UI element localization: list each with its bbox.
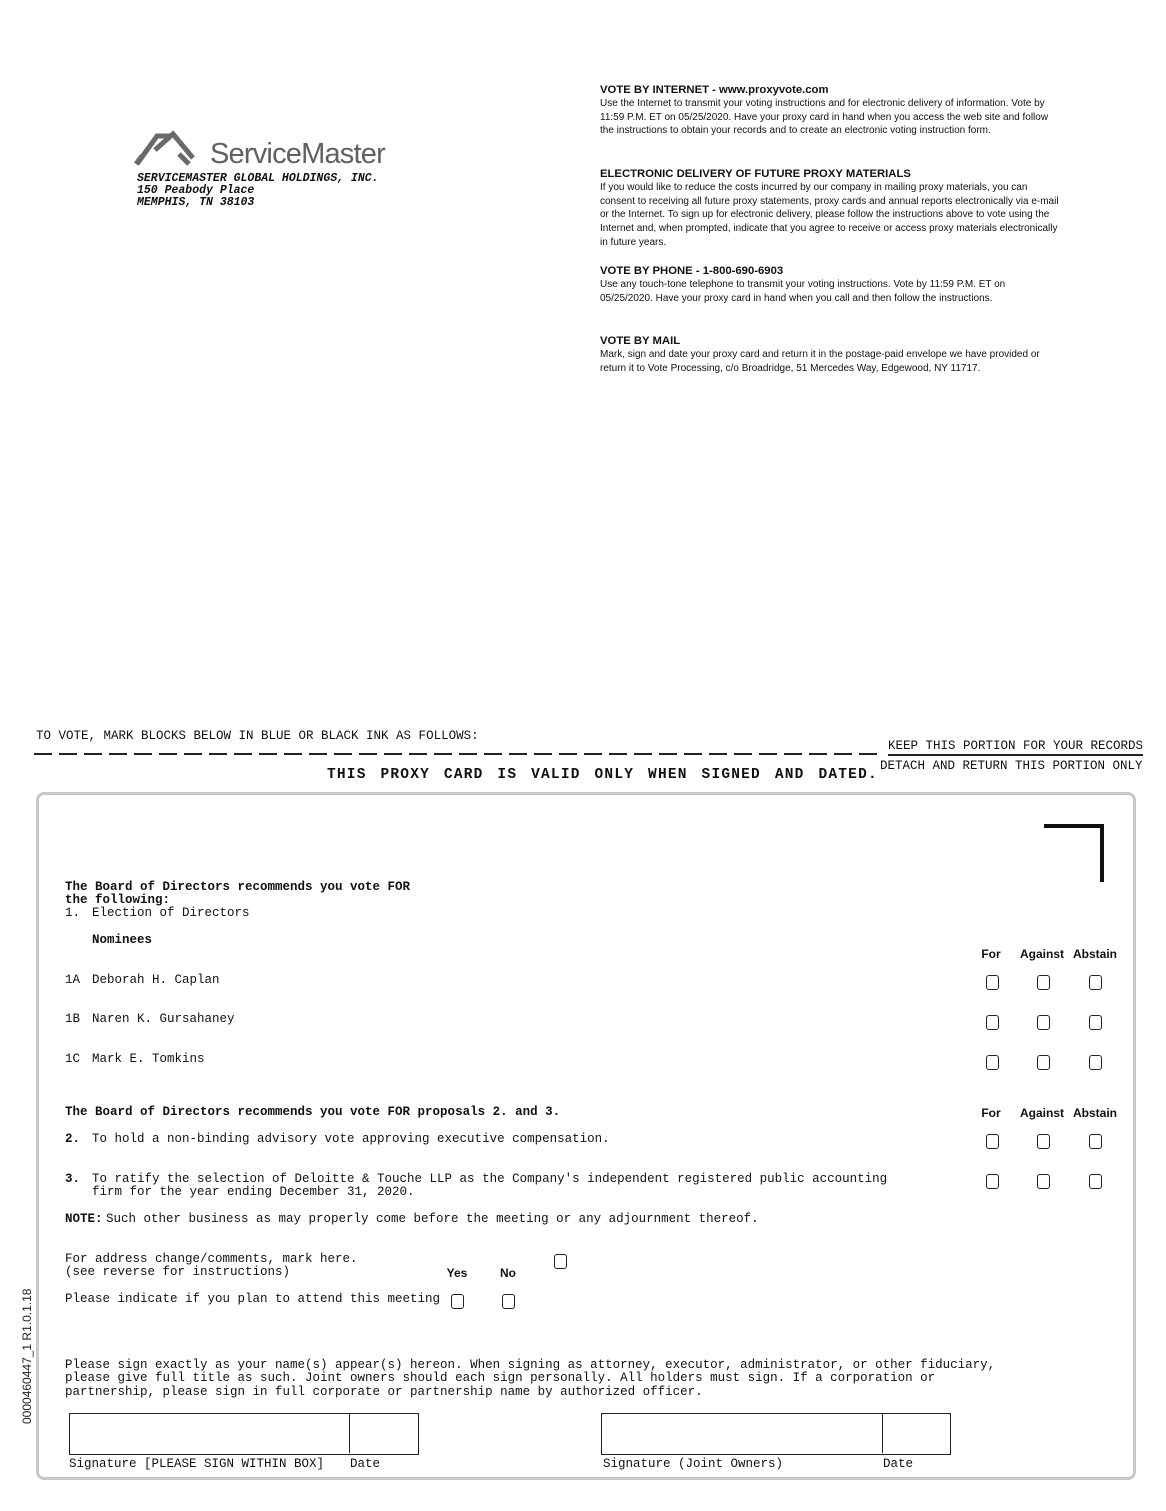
proposal-2-abstain-checkbox[interactable] xyxy=(1089,1134,1102,1149)
board-recommendation-2: The Board of Directors recommends you vote FOR proposals 2. and 3. xyxy=(65,1105,561,1119)
signature-date-label: Date xyxy=(350,1457,381,1471)
vote-by-internet-body: Use the Internet to transmit your voting instructions and for electronic delivery of information. Vote by 11:59 P.M. ET on 05/25/2020. Have your proxy card in hand when you access the web site and follow the instructions to obtain your records and to create an electronic voting instruction form. xyxy=(600,98,1049,137)
proposal-2-against-checkbox[interactable] xyxy=(1037,1134,1050,1149)
board-recommendation-1-cont: the following: xyxy=(65,893,171,907)
side-form-code: 0000460447_1 R1.0.1.18 xyxy=(20,1288,34,1424)
proposal-2-number: 2. xyxy=(65,1132,81,1146)
nominee-1c-id: 1C xyxy=(65,1052,81,1066)
col-abstain-2: Abstain xyxy=(1072,1106,1117,1120)
vote-by-phone-body: Use any touch-tone telephone to transmit your voting instructions. Vote by 11:59 P.M. ET on 05/25/2020. Have your proxy card in hand when you call and then follow the instructions. xyxy=(600,279,1006,304)
nominee-1b-name: Naren K. Gursahaney xyxy=(92,1012,235,1026)
nominee-1b-id: 1B xyxy=(65,1012,81,1026)
vote-by-mail xyxy=(600,334,1060,375)
proposal-3-against-checkbox[interactable] xyxy=(1037,1174,1050,1189)
attend-no-label: No xyxy=(500,1266,516,1280)
company-street: 150 Peabody Place xyxy=(137,184,255,197)
joint-signature-date-label: Date xyxy=(883,1457,914,1471)
nominee-1a-abstain-checkbox[interactable] xyxy=(1089,975,1102,990)
company-address xyxy=(137,173,379,209)
proposal-2-for-checkbox[interactable] xyxy=(986,1134,999,1149)
proposal-3-abstain-checkbox[interactable] xyxy=(1089,1174,1102,1189)
note-text: Such other business as may properly come before the meeting or any adjournment thereof. xyxy=(106,1212,759,1226)
joint-signature-date-divider xyxy=(882,1413,883,1453)
address-change-checkbox[interactable] xyxy=(554,1254,567,1269)
valid-notice: THIS PROXY CARD IS VALID ONLY WHEN SIGNED AND DATED. xyxy=(327,767,878,783)
nominee-1a-name: Deborah H. Caplan xyxy=(92,973,220,987)
col-against: Against xyxy=(1019,947,1064,961)
col-for-2: For xyxy=(981,1106,1001,1120)
nominee-1b-abstain-checkbox[interactable] xyxy=(1089,1015,1102,1030)
nominee-1a-for-checkbox[interactable] xyxy=(986,975,999,990)
vote-by-mail-title: VOTE BY MAIL xyxy=(600,335,681,347)
mark-instruction: TO VOTE, MARK BLOCKS BELOW IN BLUE OR BLACK INK AS FOLLOWS: xyxy=(36,729,479,743)
attend-meeting-label: Please indicate if you plan to attend this meeting xyxy=(65,1292,441,1306)
nominee-1a-id: 1A xyxy=(65,973,81,987)
joint-signature-box[interactable] xyxy=(601,1413,951,1455)
attend-yes-checkbox[interactable] xyxy=(451,1294,464,1309)
company-city: MEMPHIS, TN 38103 xyxy=(137,196,255,209)
detach-portion-label: DETACH AND RETURN THIS PORTION ONLY xyxy=(880,759,1143,773)
joint-signature-label: Signature (Joint Owners) xyxy=(603,1457,784,1471)
signature-label: Signature [PLEASE SIGN WITHIN BOX] xyxy=(69,1457,325,1471)
nominee-1b-for-checkbox[interactable] xyxy=(986,1015,999,1030)
signature-box[interactable] xyxy=(69,1413,419,1455)
nominee-1c-name: Mark E. Tomkins xyxy=(92,1052,205,1066)
note-label: NOTE: xyxy=(65,1212,103,1226)
nominee-1c-abstain-checkbox[interactable] xyxy=(1089,1055,1102,1070)
electronic-delivery-body: If you would like to reduce the costs incurred by our company in mailing proxy materials, you can consent to receiving all future proxy statements, proxy cards and annual reports electronically via e-mail or the Internet. To sign up for electronic delivery, please follow the instructions above to vote using the Internet and, when prompted, indicate that you agree to receive or access proxy materials electronically in future years. xyxy=(600,182,1059,248)
attend-no-checkbox[interactable] xyxy=(502,1294,515,1309)
signature-date-divider xyxy=(349,1413,350,1453)
vote-by-internet-title: VOTE BY INTERNET - www.proxyvote.com xyxy=(600,84,829,96)
proposal-2-text: To hold a non-binding advisory vote approving executive compensation. xyxy=(92,1132,610,1146)
electronic-delivery-title: ELECTRONIC DELIVERY OF FUTURE PROXY MATERIALS xyxy=(600,168,911,180)
vote-by-mail-body: Mark, sign and date your proxy card and return it in the postage-paid envelope we have provided or return it to Vote Processing, c/o Broadridge, 51 Mercedes Way, Edgewood, NY 11717. xyxy=(600,349,1040,374)
nominee-1a-against-checkbox[interactable] xyxy=(1037,975,1050,990)
proposal-3-text: To ratify the selection of Deloitte & Touche LLP as the Company's independent registered public accounting xyxy=(92,1172,888,1186)
col-against-2: Against xyxy=(1019,1106,1064,1120)
sign-instruction-2: please give full title as such. Joint owners should each sign personally. All holders must sign. If a corporation or xyxy=(65,1371,936,1385)
vote-by-phone-title: VOTE BY PHONE - 1-800-690-6903 xyxy=(600,265,784,277)
servicemaster-logo-text: ServiceMaster xyxy=(210,138,385,170)
nominee-1c-for-checkbox[interactable] xyxy=(986,1055,999,1070)
proposal-3-for-checkbox[interactable] xyxy=(986,1174,999,1189)
board-recommendation-1: The Board of Directors recommends you vote FOR xyxy=(65,880,411,894)
vote-by-phone xyxy=(600,264,1060,305)
proposal-3-number: 3. xyxy=(65,1172,81,1186)
attend-yes-label: Yes xyxy=(446,1266,468,1280)
vote-by-internet xyxy=(600,83,1060,138)
keep-portion-label: KEEP THIS PORTION FOR YOUR RECORDS xyxy=(888,740,1143,756)
detach-dashed-line xyxy=(34,750,884,758)
item-1-number: 1. xyxy=(65,906,81,920)
nominee-1c-against-checkbox[interactable] xyxy=(1037,1055,1050,1070)
col-abstain: Abstain xyxy=(1072,947,1117,961)
sign-instruction-3: partnership, please sign in full corporate or partnership name by authorized officer. xyxy=(65,1385,703,1399)
electronic-delivery xyxy=(600,167,1060,250)
nominees-label: Nominees xyxy=(92,933,153,947)
col-for: For xyxy=(981,947,1001,961)
proposal-3-text-cont: firm for the year ending December 31, 2020. xyxy=(92,1185,415,1199)
item-1-text: Election of Directors xyxy=(92,906,250,920)
sign-instruction-1: Please sign exactly as your name(s) appear(s) hereon. When signing as attorney, executor, administrator, or other fiduciary, xyxy=(65,1358,996,1372)
corner-mark xyxy=(1044,824,1104,882)
address-change-note: (see reverse for instructions) xyxy=(65,1265,291,1279)
address-change-label: For address change/comments, mark here. xyxy=(65,1252,358,1266)
company-name: SERVICEMASTER GLOBAL HOLDINGS, INC. xyxy=(137,172,379,185)
nominee-1b-against-checkbox[interactable] xyxy=(1037,1015,1050,1030)
